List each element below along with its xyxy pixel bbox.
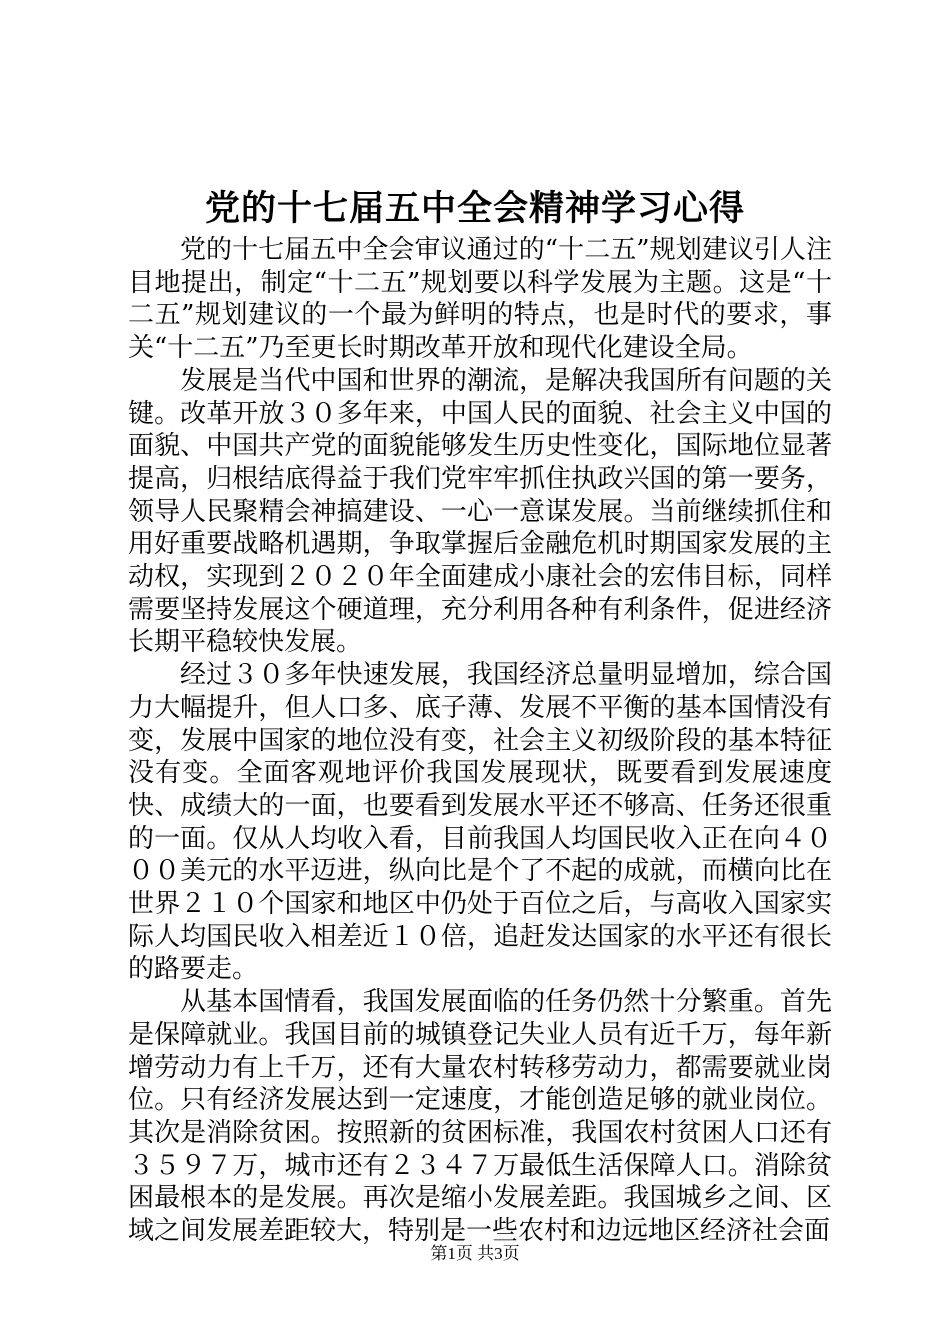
paragraph-1: 党的十七届五中全会审议通过的“十二五”规划建议引人注目地提出，制定“十二五”规划要以科学发展为主题。这是“十二五”规划建议的一个最为鲜明的特点，也是时代的要求，事关“十二五”乃至更长时期改革开放和现代化建设全局。: [128, 235, 832, 364]
paragraph-4: 从基本国情看，我国发展面临的任务仍然十分繁重。首先是保障就业。我国目前的城镇登记失业人员有近千万，每年新增劳动力有上千万，还有大量农村转移劳动力，都需要就业岗位。只有经济发展达到一定速度，才能创造足够的就业岗位。其次是消除贫困。按照新的贫困标准，我国农村贫困人口还有３５９７万，城市还有２３４７万最低生活保障人口。消除贫困最根本的是发展。再次是缩小发展差距。我国城乡之间、区域之间发展差距较大，特别是一些农村和边远地区经济社会面: [128, 987, 832, 1247]
page-footer: 第1页 共3页: [430, 1244, 520, 1263]
document-title: 党的十七届五中全会精神学习心得: [204, 188, 745, 229]
document-body: [128, 234, 832, 1248]
paragraph-3: 经过３０多年快速发展，我国经济总量明显增加，综合国力大幅提升，但人口多、底子薄、发展不平衡的基本国情没有变，发展中国家的地位没有变，社会主义初级阶段的基本特征没有变。全面客观地评价我国发展现状，既要看到发展速度快、成绩大的一面，也要看到发展水平还不够高、任务还很重的一面。仅从人均收入看，目前我国人均国民收入正在向４０００美元的水平迈进，纵向比是个了不起的成就，而横向比在世界２１０个国家和地区中仍处于百位之后，与高收入国家实际人均国民收入相差近１０倍，追赶发达国家的水平还有很长的路要走。: [128, 660, 832, 985]
paragraph-2: 发展是当代中国和世界的潮流，是解决我国所有问题的关键。改革开放３０多年来，中国人民的面貌、社会主义中国的面貌、中国共产党的面貌能够发生历史性变化，国际地位显著提高，归根结底得益于我们党牢牢抓住执政兴国的第一要务，领导人民聚精会神搞建设、一心一意谋发展。当前继续抓住和用好重要战略机遇期，争取掌握后金融危机时期国家发展的主动权，实现到２０２０年全面建成小康社会的宏伟目标，同样需要坚持发展这个硬道理，充分利用各种有利条件，促进经济长期平稳较快发展。: [128, 365, 832, 658]
